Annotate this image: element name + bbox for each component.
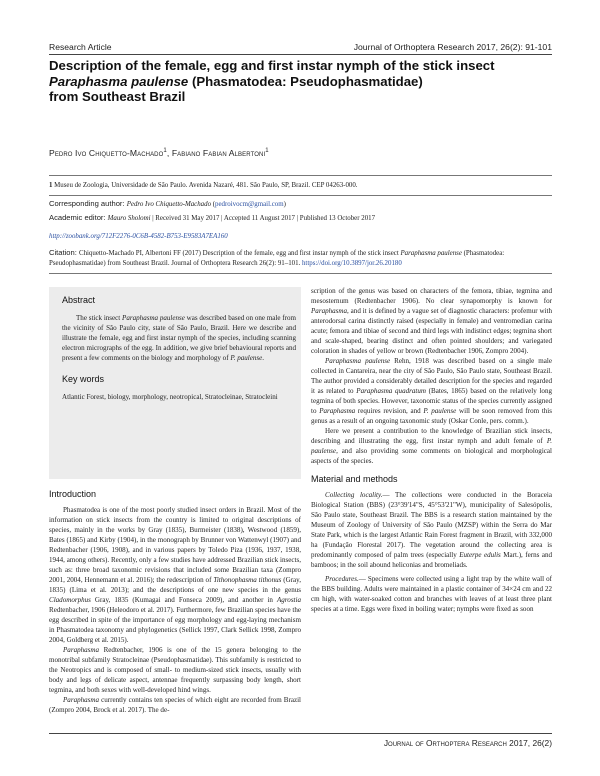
intro-paragraph-3 <box>49 695 301 715</box>
title-species: Paraphasma paulense <box>49 73 189 89</box>
right-p1-species: Paraphasma paulense <box>325 357 391 365</box>
intro-p1-genus-2: Agrostia <box>276 596 301 604</box>
page-footer <box>384 738 552 748</box>
intro-p1-b: (Gray, 1835) (Lima et al. 2013); and the descriptions of one new species in the genus <box>49 576 301 594</box>
abstract-text <box>62 313 296 363</box>
intro-p1-genus-1: Cladomorphus <box>49 596 91 604</box>
corresponding-name: Pedro Ivo Chiquetto-Machado <box>126 201 212 208</box>
journal-reference: Journal of Orthoptera Research 2017, 26(2): 91-101 <box>353 42 552 52</box>
citation-doi-link[interactable]: https://doi.org/10.3897/jor.26.20180 <box>301 260 402 267</box>
footer-rule <box>49 733 552 734</box>
right-p2-b: , and also providing some comments on biological and morphological aspects of the species. <box>311 447 552 465</box>
title-line-1: Description of the female, egg and first instar nymph of the stick insect <box>49 58 495 73</box>
right-p1-c: requires revision, and <box>355 407 424 415</box>
abstract-species-2: P. paulense <box>230 354 263 362</box>
right-p3-species: Euterpe edulis <box>459 551 501 559</box>
introduction-section <box>49 489 301 715</box>
citation-species: Paraphasma paulense <box>400 250 462 257</box>
citation <box>49 248 552 269</box>
editor-name: Mauro Sholomi <box>107 215 151 222</box>
right-p2-species: P. paulense <box>311 437 552 455</box>
right-p3-b: Mart.), ferns and bamboos; in the soil abound heliconias and bromeliads. <box>311 551 552 569</box>
intro-p1-d: Redtenbacher, 1906 (Heleodoro et al. 2017). Furthermore, few Brazilian species have the egg described in spite of the importance of egg morphology and egg-laying mechanism in Phasmatodea taxonomy and phylogenetics (Sellick 1997, Clark Sellick 1998, Zompro 2004, Goldberg et al. 2015). <box>49 606 301 644</box>
citation-text-1: Chiquetto-Machado PI, Albertoni FF (2017) Description of the female, egg and first instar nymph of the stick insect <box>78 250 401 257</box>
title-line-3: from Southeast Brazil <box>49 89 186 104</box>
right-p0-b: , and it is defined by a vague set of diagnostic characters: profemur with anterodorsal carina distinctly raised (especially in female) and ventromedian carina acute; femora and tibiae of second and third legs with indistinct edges; tegmina short and scale-shaped, bearing distinct and often pointed shoulders; and variegated coloration in shades of yellow or brown (Redtenbacher 1906, Zompro 2004). <box>311 307 552 355</box>
author-separator: , <box>166 148 172 158</box>
footer-journal: Journal of Orthoptera Research <box>383 738 507 748</box>
corresponding-author: Corresponding author: Pedro Ivo Chiquetto-Machado (pedroivocm@gmail.com) <box>49 199 286 208</box>
zoobank-link[interactable]: http://zoobank.org/712F2276-0C6B-4582-B753-E9583A7EA160 <box>49 233 228 240</box>
intro-p1-a: Phasmatodea is one of the most poorly studied insect orders in Brazil. Most of the information on stick insects from the country is limited to original descriptions of species, mainly in the works by Gray (1835), Burmeister (1838), Westwood (1859), Bates (1865) and Kirby (1904), in the monograph by Brunner von Wattenwyl (1907) and Redtenbacher (1906, 1908), and in various papers by Toledo Piza (1936, 1937, 1938, 1944, among others). Recently, only a few studies have addressed Brazilian stick insects, such as: three broad taxonomic revisions that included some Brazilian taxa (Zompro 2001, 2004, Hennemann et al. 2016); the redescription of <box>49 506 301 584</box>
author-1: Pedro Ivo Chiquetto-Machado <box>49 148 164 158</box>
editor-dates <box>49 213 552 224</box>
abstract-part-2: was described based on one male from the vicinity of São Paulo city, state of São Paulo, Brazil. Here we describe and illustrate the female, egg and first instar nymph of the species, including scanning electron micrographs of the egg. In addition, we give brief behavioural reports and present a few comments on the biology and morphology of <box>62 314 296 362</box>
right-p1-species-2: Paraphasma quadratum <box>356 387 426 395</box>
intro-p3-text: currently contains ten species of which eight are recorded from Brazil (Zompro 2004, Brock et al. 2017). The de- <box>49 696 301 714</box>
authors-rule <box>49 175 552 176</box>
title-line-2: (Phasmatodea: Pseudophasmatidae) <box>188 73 423 89</box>
abstract-heading: Abstract <box>62 295 96 305</box>
author-1-affil: 1 <box>163 148 167 155</box>
right-paragraph-1 <box>311 356 552 426</box>
author-list <box>49 148 269 158</box>
affiliation-number: 1 <box>49 182 53 189</box>
affiliation <box>49 181 552 191</box>
paper-title <box>49 58 519 105</box>
affiliation-text: Museu de Zoologia, Universidade de São Paulo. Avenida Nazaré, 481. São Paulo, SP, Brazil. CEP 04263-000. <box>52 182 358 189</box>
header-rule <box>49 54 552 55</box>
right-p4-text: — Specimens were collected using a light trap by the white wall of the BBS building. Adults were maintained in a plastic container of 34×24 cm and 22 cm high, with water-soaked cotton and branches with leaves of at least three plant species at a time. Eggs were fixed in boiling water; nymphs were fixed as soon <box>311 575 552 613</box>
keywords-heading: Key words <box>62 374 105 384</box>
intro-p3-genus: Paraphasma <box>63 696 100 704</box>
procedures-label: Procedures. <box>325 575 359 583</box>
right-paragraph-0 <box>311 286 552 356</box>
citation-text-2: (Phasmatodea: Pseudophasmatidae) from Southeast Brazil. Journal of Orthoptera Research 26(2): 91–101. <box>49 250 505 267</box>
right-p2-a: Here we present a contribution to the knowledge of Brazilian stick insects, describing and illustrating the egg, first instar nymph and adult female of <box>311 427 552 445</box>
right-p0-genus: Paraphasma <box>311 307 348 315</box>
right-p1-genus: Paraphasma <box>319 407 356 415</box>
right-p1-d: will be soon removed from this genus as a result of an ongoing taxonomic study (Oskar Conle, pers. comm.). <box>311 407 553 425</box>
right-p3-a: — The collections were conducted in the Boraceia Biological Station (BBS) (23°39'14"S, 45°53'21"W), municipality of Salesópolis, São Paulo state, Southeast Brazil. The BBS is a research station maintained by the Museum of Zoology of University of São Paulo (MZSP) within the Serra do Mar State Park, which is the largest Atlantic Rain Forest fragment in Brazil, with 332,000 ha (Fundação Florestal 2017). The vegetation around the collecting area is predominantly composed of palm trees (especially <box>311 491 552 559</box>
article-type: Research Article <box>49 42 112 52</box>
right-p1-species-3: P. paulense <box>423 407 457 415</box>
keywords-text: Atlantic Forest, biology, morphology, neotropical, Stratocleinae, Stratocleini <box>62 393 278 401</box>
right-paragraph-2 <box>311 426 552 466</box>
citation-rule <box>49 273 552 274</box>
intro-p2-genus: Paraphasma <box>63 646 100 654</box>
abstract-section <box>62 295 296 402</box>
intro-p2-text: Redtenbacher, 1906 is one of the 15 genera belonging to the monotribal subfamily Stratocleinae (Pseudophasmatidae). This subfamily is restricted to the Neotropics and is composed of small- to medium-sized stick insects, usually with body and legs of delicate aspect, antennae frequently surpassing body length, short tegmina, and both sexes with well-developed hind wings. <box>49 646 301 694</box>
citation-label: Citation: <box>49 248 79 257</box>
right-p1-b: (Bates, 1865) based on the relatively long tegmina of both species. However, taxonomic status of the species currently assigned to <box>311 387 553 415</box>
zoobank <box>49 232 552 242</box>
corresponding-label: Corresponding author: <box>49 199 127 208</box>
methods-heading: Material and methods <box>311 474 398 484</box>
collecting-locality-label: Collecting locality. <box>325 491 383 499</box>
abstract-part-3: . <box>262 354 265 362</box>
abstract-part-1: The stick insect <box>76 314 123 322</box>
right-paragraph-4 <box>311 574 552 614</box>
intro-paragraph-1 <box>49 505 301 645</box>
abstract-species-1: Paraphasma paulense <box>122 314 185 322</box>
right-p0-a: scription of the genus was based on characters of the femora, tibiae, tegmina and mesosternum (Redtenbacher 1906). No clear synapomorphy is known for <box>311 287 552 305</box>
footer-year-volume: 2017, 26(2) <box>506 738 552 748</box>
intro-p1-c: Gray, 1835 (Kumagai and Fonseca 2009), and another in <box>90 596 277 604</box>
affiliation-rule <box>49 195 552 196</box>
corresponding-email-link[interactable]: pedroivocm@gmail.com <box>215 201 284 208</box>
dates: | Received 31 May 2017 | Accepted 11 August 2017 | Published 13 October 2017 <box>150 215 376 222</box>
introduction-heading: Introduction <box>49 489 97 499</box>
editor-label: Academic editor: <box>49 213 108 222</box>
author-2: Fabiano Fabian Albertoni <box>171 148 266 158</box>
intro-paragraph-2 <box>49 645 301 695</box>
right-paragraph-3 <box>311 490 552 570</box>
author-2-affil: 1 <box>265 148 269 155</box>
intro-p1-species: Tithonophasma tithonus <box>213 576 282 584</box>
right-column <box>311 286 552 614</box>
right-p1-a: Rehn, 1918 was described based on a single male collected in Cantareira, near the city of São Paulo, São Paulo state, Southeast Brazil. The author provided a considerably detailed description for the species and regarded it as related to <box>311 357 552 395</box>
